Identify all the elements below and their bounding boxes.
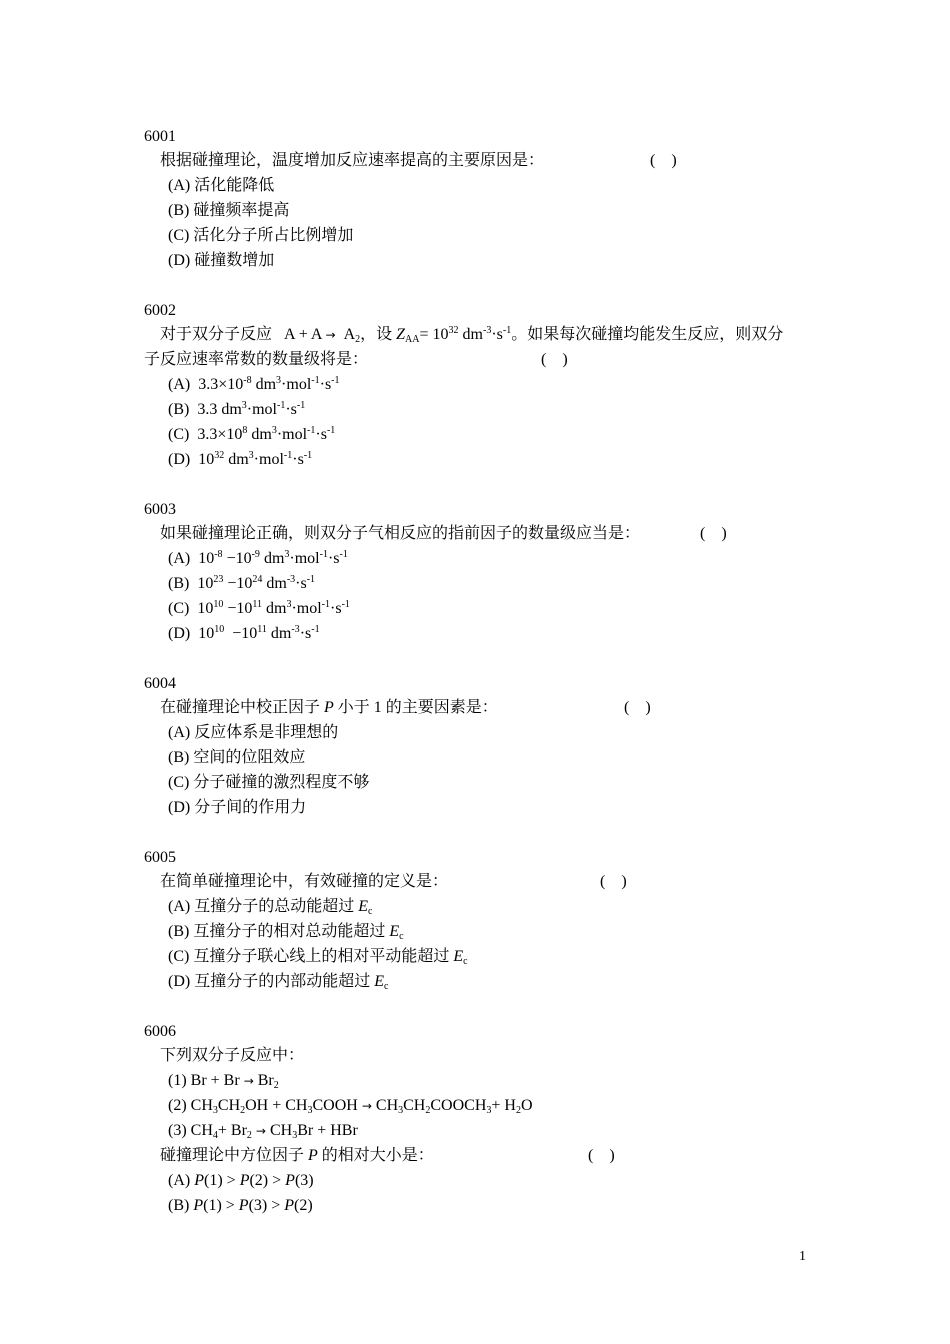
option: (C) 分子碰撞的激烈程度不够	[168, 774, 370, 791]
option: (A) $3.3\times 10^{-8}$ $dm^3\cdot mol^{-1}\cdot s^{-1}$	[168, 375, 340, 393]
question-number: 6001	[144, 128, 176, 145]
answer-blank: ( )	[600, 873, 627, 890]
question-stem-continued: 子反应速率常数的数量级将是：	[144, 351, 369, 368]
option: (A) 活化能降低	[168, 177, 275, 194]
option: (C) 活化分子所占比例增加	[168, 227, 354, 244]
option: (C) 互撞分子联心线上的相对平动能超过 $E_c$	[168, 948, 468, 967]
question-stem: 根据碰撞理论，温度增加反应速率提高的主要原因是：	[160, 152, 545, 169]
answer-blank: ( )	[624, 699, 651, 716]
option: (B) 空间的位阻效应	[168, 749, 306, 766]
reaction-equation: (2) $CH_3CH_2OH$ + $CH_3COOH$ → $CH_3CH_2COOCH_3+ H_2O$	[168, 1097, 533, 1116]
answer-blank: ( )	[588, 1147, 615, 1164]
option: (A) $10^{-8} -10^{-9}$ $dm^3\cdot mol^{-1}\cdot s^{-1}$	[168, 549, 348, 567]
option: (B) 3.3 $dm^3\cdot mol^{-1}\cdot s^{-1}$	[168, 400, 306, 418]
option: (B) 碰撞频率提高	[168, 202, 290, 219]
question-number: 6003	[144, 501, 176, 518]
option: (D) $10^{10} -10^{11}$ $dm^{-3}\cdot s^{-1}$	[168, 624, 320, 642]
question-number: 6004	[144, 675, 176, 692]
answer-blank: ( )	[541, 351, 568, 368]
option: (B) $10^{23} -10^{24}$ $dm^{-3}\cdot s^{-1}$	[168, 574, 316, 592]
question-stem: 对于双分子反应 $A + A \to A_2$，设 $Z_{AA}= 10^{32}$ $dm^{-3}\cdot s^{-1}$。如果每次碰撞均能发生反应，则双分	[160, 325, 784, 345]
question-number: 6006	[144, 1023, 176, 1040]
arrow-icon: →	[361, 1099, 372, 1113]
option: (A) P(1) > P(2) > P(3)	[168, 1172, 314, 1189]
arrow-icon: →	[325, 328, 336, 342]
answer-blank: ( )	[700, 525, 727, 542]
stem-text: 。如果每次碰撞均能发生反应，则双分	[511, 326, 784, 343]
question-stem: 下列双分子反应中：	[160, 1047, 305, 1064]
answer-blank: ( )	[650, 152, 677, 169]
stem-text: 对于双分子反应	[160, 326, 273, 343]
option: (D) 碰撞数增加	[168, 252, 275, 269]
question-number: 6002	[144, 302, 176, 319]
arrow-icon: →	[243, 1074, 254, 1088]
question-stem: 如果碰撞理论正确，则双分子气相反应的指前因子的数量级应当是：	[160, 525, 641, 542]
reaction-equation: (3) $CH_4+ Br_2 \to CH_3Br$ + HBr	[168, 1122, 358, 1141]
reaction-equation: (1) $Br + Br \to Br_2$	[168, 1072, 279, 1091]
option: (B) P(1) > P(3) > P(2)	[168, 1197, 313, 1214]
question-stem: 在碰撞理论中校正因子 P 小于 1 的主要因素是：	[160, 699, 498, 716]
page-number: 1	[799, 1249, 806, 1264]
question-number: 6005	[144, 849, 176, 866]
option: (D) 分子间的作用力	[168, 799, 307, 816]
arrow-icon: →	[255, 1124, 266, 1138]
question-stem: 在简单碰撞理论中，有效碰撞的定义是：	[160, 873, 449, 890]
option: (D) 互撞分子的内部动能超过 $E_c$	[168, 973, 389, 992]
question-stem: 碰撞理论中方位因子 P 的相对大小是：	[160, 1147, 434, 1164]
option: (C) $10^{10} -10^{11}$ $dm^3\cdot mol^{-1}\cdot s^{-1}$	[168, 599, 350, 617]
option: (B) 互撞分子的相对总动能超过 $E_c$	[168, 923, 404, 942]
option: (A) 互撞分子的总动能超过 $E_c$	[168, 898, 373, 917]
option: (A) 反应体系是非理想的	[168, 724, 339, 741]
option: (C) $3.3\times 10^8$ $dm^3\cdot mol^{-1}\cdot s^{-1}$	[168, 425, 336, 443]
option: (D) $10^{32}$ $dm^3\cdot mol^{-1}\cdot s^{-1}$	[168, 450, 313, 468]
